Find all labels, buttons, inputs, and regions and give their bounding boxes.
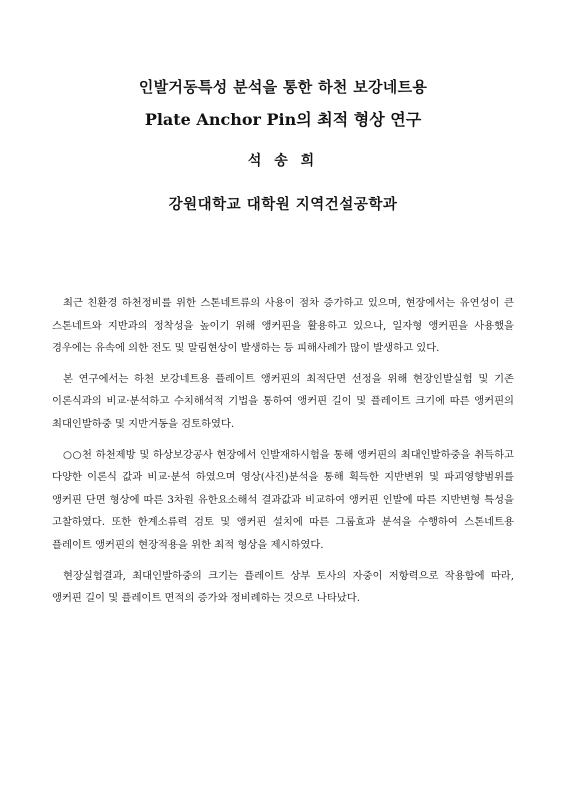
paper-title-line-1: 인발거동특성 분석을 통한 하천 보강네트용: [138, 78, 428, 96]
author-affiliation: 강원대학교 대학원 지역건설공학과: [168, 196, 398, 213]
abstract-paragraph-3: ○○천 하천제방 및 하상보강공사 현장에서 인발재하시험을 통해 앵커핀의 최대인발하중을 취득하고 다양한 이론식 값과 비교·분석 하였으며 영상(사진)분석을 통해 획득한 지반변위 및 파괴영향범위를 앵커핀 단면 형상에 따른 3차원 유한요소해석 결과값과 비교하여 앵커핀 인발에 따른 지반변형 특성을 고찰하였다. 또한 한계소류력 검토 및 앵커핀 설치에 따른 그룹효과 분석을 수행하여 스톤네트용 플레이트 앵커핀의 현장적용을 위한 최적 형상을 제시하였다.: [52, 448, 514, 551]
author-name: 석 송 희: [247, 153, 319, 169]
abstract-body: [52, 292, 514, 618]
abstract-paragraph-1: 최근 친환경 하천정비를 위한 스톤네트류의 사용이 점차 증가하고 있으며, 현장에서는 유연성이 큰 스톤네트와 지반과의 정착성을 높이기 위해 앵커핀을 활용하고 있으나, 일자형 앵커핀을 사용했을 경우에는 유속에 의한 전도 및 말림현상이 발생하는 등 피해사례가 많이 발생하고 있다.: [52, 297, 514, 355]
abstract-paragraph-4: 현장실험결과, 최대인발하중의 크기는 플레이트 상부 토사의 자중이 저항력으로 작용함에 따라, 앵커핀 길이 및 플레이트 면적의 증가와 정비례하는 것으로 나타났다.: [52, 569, 514, 605]
abstract-paragraph-2: 본 연구에서는 하천 보강네트용 플레이트 앵커핀의 최적단면 선정을 위해 현장인발실험 및 기존 이론식과의 비교·분석하고 수치해석적 기법을 통하여 앵커핀 길이 및 플레이트 크기에 따른 앵커핀의 최대인발하중 및 지반거동을 검토하였다.: [52, 372, 514, 430]
paper-title-line-2: Plate Anchor Pin의 최적 형상 연구: [144, 110, 422, 129]
